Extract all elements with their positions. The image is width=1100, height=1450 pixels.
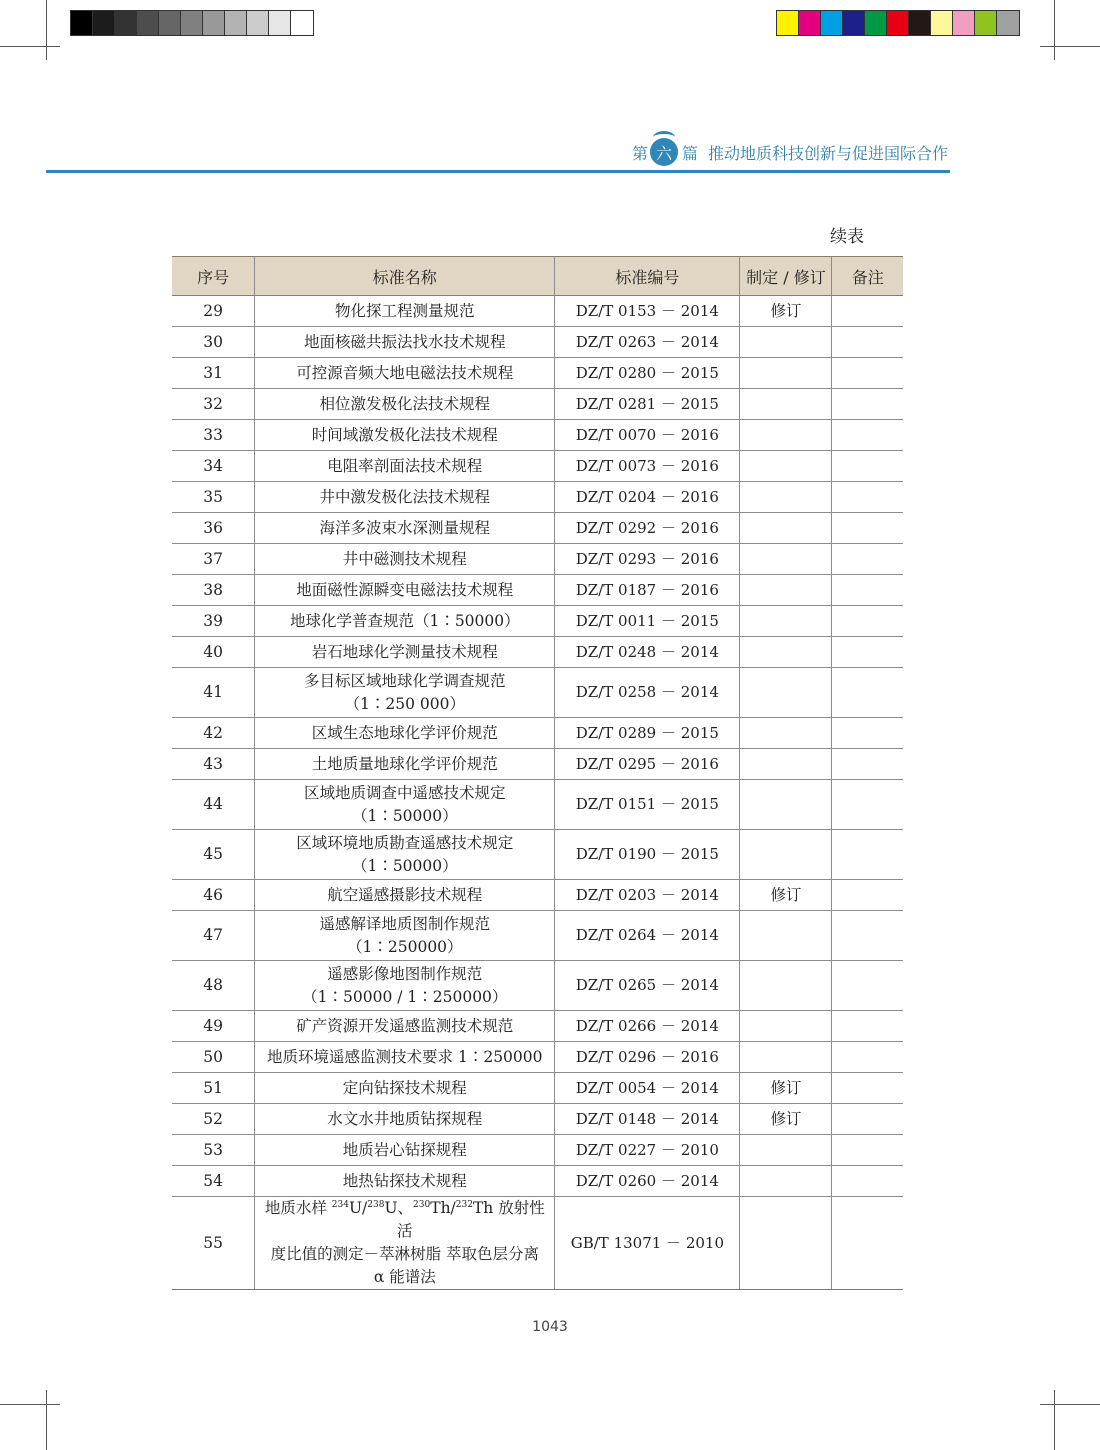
name-line: 多目标区域地球化学调查规范: [304, 671, 506, 690]
cell-name: [255, 1011, 555, 1042]
cell-note: [832, 1011, 903, 1042]
cell-note: [832, 513, 903, 544]
cell-code: DZ/T 0148 － 2014: [555, 1104, 740, 1135]
crop-mark: [1040, 46, 1100, 47]
name-line: 物化探工程测量规范: [335, 301, 475, 320]
name-line: 水文水井地质钻探规程: [327, 1109, 483, 1128]
part-label-suffix: 篇: [681, 143, 698, 163]
cell-note: [832, 296, 903, 327]
cell-name: [255, 1042, 555, 1073]
cell-code: GB/T 13071 － 2010: [555, 1197, 740, 1290]
cell-code: DZ/T 0151 － 2015: [555, 780, 740, 830]
cell-note: [832, 637, 903, 668]
cell-type: [740, 513, 832, 544]
cell-number: 46: [172, 880, 255, 911]
color-swatch: [931, 11, 953, 35]
cell-note: [832, 880, 903, 911]
cell-name: [255, 1073, 555, 1104]
cell-code: DZ/T 0265 － 2014: [555, 961, 740, 1011]
name-line: 地球化学普查规范（1∶50000）: [289, 611, 520, 630]
cell-code: DZ/T 0266 － 2014: [555, 1011, 740, 1042]
table-row: [172, 1073, 903, 1104]
table-row: [172, 1104, 903, 1135]
color-swatch: [975, 11, 997, 35]
name-line: 度比值的测定－萃淋树脂 萃取色层分离: [270, 1245, 539, 1263]
name-line: 电阻率剖面法技术规程: [327, 456, 483, 475]
cell-code: DZ/T 0153 － 2014: [555, 296, 740, 327]
cell-code: DZ/T 0070 － 2016: [555, 420, 740, 451]
name-line: 地热钻探技术规程: [342, 1171, 467, 1190]
color-swatch: [909, 11, 931, 35]
cell-type: [740, 420, 832, 451]
cell-code: DZ/T 0280 － 2015: [555, 358, 740, 389]
cell-name: [255, 482, 555, 513]
name-line: （1∶250000）: [347, 937, 463, 956]
table-row: [172, 1042, 903, 1073]
name-line: 岩石地球化学测量技术规程: [311, 642, 498, 661]
color-swatch: [821, 11, 843, 35]
crop-mark: [0, 46, 60, 47]
cell-number: 41: [172, 668, 255, 718]
name-line: 地面核磁共振法找水技术规程: [304, 332, 506, 351]
cell-number: 44: [172, 780, 255, 830]
name-line: 可控源音频大地电磁法技术规程: [296, 363, 514, 382]
cell-name: [255, 1197, 555, 1290]
part-title: 推动地质科技创新与促进国际合作: [707, 143, 948, 163]
table-row: [172, 451, 903, 482]
cell-code: DZ/T 0260 － 2014: [555, 1166, 740, 1197]
cell-note: [832, 668, 903, 718]
cell-name: [255, 513, 555, 544]
table-row: [172, 911, 903, 961]
cell-number: 38: [172, 575, 255, 606]
cell-note: [832, 451, 903, 482]
crop-mark: [46, 0, 47, 60]
name-line: 地质水样 $^{234}$U/$^{238}$U、$^{230}$Th/$^{232}$Th 放射性活: [264, 1199, 545, 1240]
cell-number: 42: [172, 718, 255, 749]
cell-name: [255, 880, 555, 911]
cell-code: DZ/T 0264 － 2014: [555, 911, 740, 961]
color-swatch: [843, 11, 865, 35]
table-row: [172, 327, 903, 358]
cell-name: [255, 749, 555, 780]
cell-type: [740, 358, 832, 389]
process-color-bar: [776, 10, 1020, 36]
cell-number: 34: [172, 451, 255, 482]
cell-number: 37: [172, 544, 255, 575]
cell-number: 54: [172, 1166, 255, 1197]
cell-type: [740, 327, 832, 358]
name-line: （1∶250 000）: [344, 694, 466, 713]
cell-type: [740, 1197, 832, 1290]
cell-number: 50: [172, 1042, 255, 1073]
name-line: （1∶50000）: [351, 806, 458, 825]
cell-number: 43: [172, 749, 255, 780]
table-row: [172, 575, 903, 606]
cell-code: DZ/T 0263 － 2014: [555, 327, 740, 358]
name-line: （1∶50000）: [351, 856, 458, 875]
cell-number: 49: [172, 1011, 255, 1042]
cell-type: 修订: [740, 880, 832, 911]
table-row: [172, 749, 903, 780]
cell-note: [832, 1166, 903, 1197]
cell-number: 29: [172, 296, 255, 327]
name-line: 海洋多波束水深测量规程: [319, 518, 491, 537]
cell-note: [832, 749, 903, 780]
name-line: 区域生态地球化学评价规范: [311, 723, 498, 742]
color-swatch: [953, 11, 975, 35]
cell-name: [255, 911, 555, 961]
color-swatch: [291, 11, 313, 35]
cell-note: [832, 961, 903, 1011]
color-swatch: [137, 11, 159, 35]
name-line: 地质环境遥感监测技术要求 1∶250000: [267, 1047, 543, 1066]
cell-name: [255, 637, 555, 668]
cell-note: [832, 1042, 903, 1073]
cell-note: [832, 389, 903, 420]
table-header-row: [172, 257, 903, 296]
cell-note: [832, 1197, 903, 1290]
table-row: [172, 780, 903, 830]
crop-mark: [1054, 1390, 1055, 1450]
table-row: [172, 606, 903, 637]
page-number: 1043: [532, 1319, 568, 1335]
name-line: 土地质量地球化学评价规范: [311, 754, 498, 773]
crop-mark: [1040, 1404, 1100, 1405]
cell-number: 40: [172, 637, 255, 668]
cell-type: [740, 389, 832, 420]
color-swatch: [159, 11, 181, 35]
cell-note: [832, 830, 903, 880]
cell-note: [832, 911, 903, 961]
cell-number: 55: [172, 1197, 255, 1290]
color-swatch: [997, 11, 1019, 35]
cell-name: [255, 780, 555, 830]
cell-type: [740, 575, 832, 606]
cell-type: [740, 830, 832, 880]
cell-name: [255, 668, 555, 718]
cell-note: [832, 1135, 903, 1166]
color-swatch: [865, 11, 887, 35]
cell-code: DZ/T 0258 － 2014: [555, 668, 740, 718]
cell-type: [740, 606, 832, 637]
column-header-number: 序号: [172, 257, 255, 296]
cell-type: [740, 637, 832, 668]
color-swatch: [115, 11, 137, 35]
name-line: 矿产资源开发遥感监测技术规范: [296, 1016, 514, 1035]
cell-name: [255, 420, 555, 451]
cell-type: [740, 482, 832, 513]
cell-code: DZ/T 0295 － 2016: [555, 749, 740, 780]
table-row: [172, 420, 903, 451]
cell-number: 48: [172, 961, 255, 1011]
cell-number: 45: [172, 830, 255, 880]
cell-note: [832, 718, 903, 749]
color-swatch: [799, 11, 821, 35]
table-row: [172, 544, 903, 575]
table-row: [172, 1197, 903, 1290]
part-header: [632, 138, 948, 166]
cell-note: [832, 1073, 903, 1104]
cell-name: [255, 961, 555, 1011]
name-line: 区域地质调查中遥感技术规定: [304, 783, 506, 802]
color-swatch: [777, 11, 799, 35]
color-swatch: [225, 11, 247, 35]
cell-code: DZ/T 0296 － 2016: [555, 1042, 740, 1073]
cell-number: 32: [172, 389, 255, 420]
cell-type: [740, 1166, 832, 1197]
color-swatch: [247, 11, 269, 35]
name-line: 井中磁测技术规程: [342, 549, 467, 568]
cell-type: [740, 544, 832, 575]
cell-name: [255, 718, 555, 749]
cell-number: 39: [172, 606, 255, 637]
cell-code: DZ/T 0289 － 2015: [555, 718, 740, 749]
crop-mark: [1054, 0, 1055, 60]
name-line: （1∶50000 / 1∶250000）: [302, 987, 508, 1006]
cell-name: [255, 575, 555, 606]
cell-number: 36: [172, 513, 255, 544]
table-row: [172, 961, 903, 1011]
cell-type: [740, 1011, 832, 1042]
cell-note: [832, 327, 903, 358]
cell-code: DZ/T 0292 － 2016: [555, 513, 740, 544]
cell-type: [740, 780, 832, 830]
cell-note: [832, 606, 903, 637]
cell-number: 33: [172, 420, 255, 451]
cell-type: [740, 1042, 832, 1073]
table-row: [172, 389, 903, 420]
color-swatch: [181, 11, 203, 35]
table-row: [172, 358, 903, 389]
cell-code: DZ/T 0227 － 2010: [555, 1135, 740, 1166]
name-line: 相位激发极化法技术规程: [319, 394, 491, 413]
color-swatch: [269, 11, 291, 35]
name-line: 遥感解译地质图制作规范: [319, 914, 491, 933]
cell-note: [832, 575, 903, 606]
cell-note: [832, 482, 903, 513]
cell-name: [255, 358, 555, 389]
table-row: [172, 1011, 903, 1042]
cell-code: DZ/T 0054 － 2014: [555, 1073, 740, 1104]
table-row: [172, 637, 903, 668]
cell-type: [740, 668, 832, 718]
name-line: 遥感影像地图制作规范: [327, 964, 483, 983]
cell-type: [740, 1135, 832, 1166]
table-row: [172, 1166, 903, 1197]
cell-type: 修订: [740, 1073, 832, 1104]
cell-code: DZ/T 0204 － 2016: [555, 482, 740, 513]
cell-note: [832, 420, 903, 451]
header-rule: [46, 170, 950, 173]
cell-type: [740, 749, 832, 780]
cell-note: [832, 1104, 903, 1135]
name-line: 航空遥感摄影技术规程: [327, 885, 483, 904]
table-row: [172, 296, 903, 327]
cell-name: [255, 830, 555, 880]
cell-name: [255, 1166, 555, 1197]
cell-code: DZ/T 0190 － 2015: [555, 830, 740, 880]
name-line: 地质岩心钻探规程: [342, 1140, 467, 1159]
cell-code: DZ/T 0011 － 2015: [555, 606, 740, 637]
cell-name: [255, 1104, 555, 1135]
table-row: [172, 718, 903, 749]
cell-number: 51: [172, 1073, 255, 1104]
name-line: 井中激发极化法技术规程: [319, 487, 491, 506]
table-row: [172, 513, 903, 544]
crop-mark: [0, 1404, 60, 1405]
cell-number: 35: [172, 482, 255, 513]
name-line: 时间域激发极化法技术规程: [311, 425, 498, 444]
cell-name: [255, 606, 555, 637]
cell-note: [832, 780, 903, 830]
color-swatch: [203, 11, 225, 35]
cell-type: 修订: [740, 296, 832, 327]
cell-name: [255, 544, 555, 575]
cell-type: [740, 961, 832, 1011]
cell-type: [740, 718, 832, 749]
table-row: [172, 830, 903, 880]
cell-note: [832, 358, 903, 389]
table-row: [172, 668, 903, 718]
cell-code: DZ/T 0281 － 2015: [555, 389, 740, 420]
name-line: 区域环境地质勘查遥感技术规定: [296, 833, 514, 852]
cell-name: [255, 1135, 555, 1166]
cell-name: [255, 389, 555, 420]
cell-name: [255, 451, 555, 482]
cell-code: DZ/T 0203 － 2014: [555, 880, 740, 911]
grayscale-color-bar: [70, 10, 314, 36]
cell-name: [255, 327, 555, 358]
color-swatch: [93, 11, 115, 35]
color-swatch: [887, 11, 909, 35]
cell-code: DZ/T 0293 － 2016: [555, 544, 740, 575]
table-row: [172, 482, 903, 513]
cell-type: [740, 451, 832, 482]
cell-number: 52: [172, 1104, 255, 1135]
part-label-prefix: 第: [631, 143, 648, 163]
cell-number: 53: [172, 1135, 255, 1166]
cell-code: DZ/T 0073 － 2016: [555, 451, 740, 482]
cell-note: [832, 544, 903, 575]
name-line: α 能谱法: [373, 1268, 436, 1286]
cell-code: DZ/T 0248 － 2014: [555, 637, 740, 668]
cell-number: 30: [172, 327, 255, 358]
column-header-code: 标准编号: [555, 257, 740, 296]
cell-number: 47: [172, 911, 255, 961]
cell-number: 31: [172, 358, 255, 389]
continued-label: 续表: [830, 227, 864, 247]
table-row: [172, 880, 903, 911]
column-header-name: 标准名称: [255, 257, 555, 296]
crop-mark: [46, 1390, 47, 1450]
column-header-note: 备注: [832, 257, 903, 296]
standards-table: [172, 256, 903, 1290]
part-number-badge: 六: [650, 138, 678, 166]
table-row: [172, 1135, 903, 1166]
name-line: 定向钻探技术规程: [342, 1078, 467, 1097]
cell-type: [740, 911, 832, 961]
name-line: 地面磁性源瞬变电磁法技术规程: [296, 580, 514, 599]
column-header-type: 制定 / 修订: [740, 257, 832, 296]
cell-code: DZ/T 0187 － 2016: [555, 575, 740, 606]
cell-name: [255, 296, 555, 327]
cell-type: 修订: [740, 1104, 832, 1135]
color-swatch: [71, 11, 93, 35]
